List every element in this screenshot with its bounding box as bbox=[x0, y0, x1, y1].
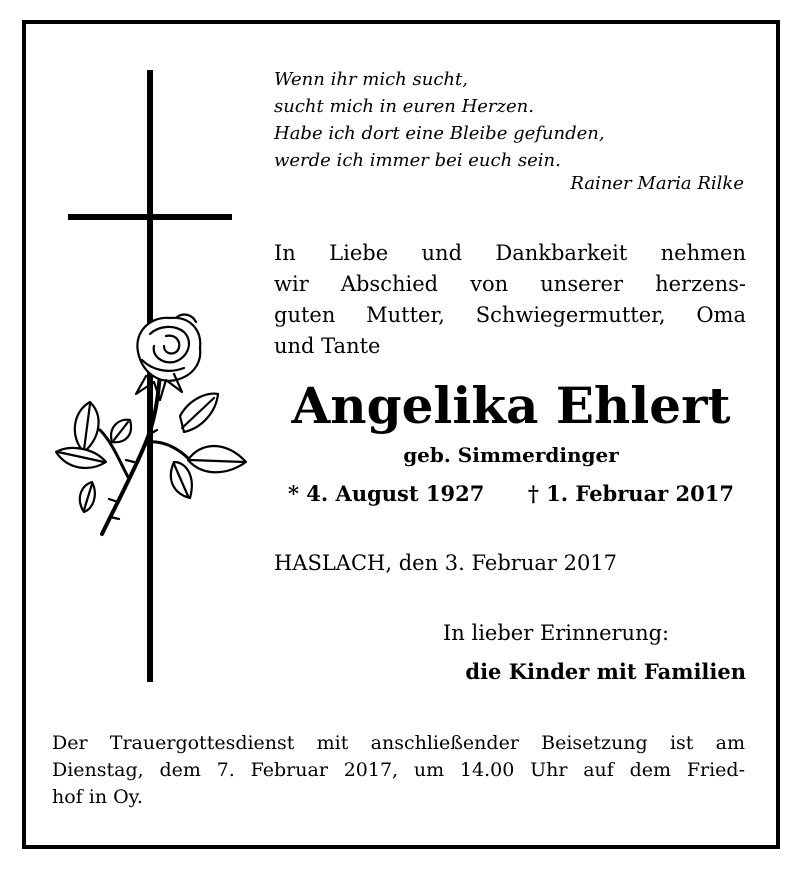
rose-icon bbox=[50, 312, 250, 552]
cross-icon-horizontal bbox=[68, 214, 232, 220]
poem-line: werde ich immer bei euch sein. bbox=[274, 150, 561, 171]
intro-line: guten Mutter, Schwiegermutter, Oma bbox=[274, 303, 746, 327]
poem-line: Wenn ihr mich sucht, bbox=[274, 69, 468, 90]
poem-line: sucht mich in euren Herzen. bbox=[274, 96, 534, 117]
signers: die Kinder mit Familien bbox=[465, 659, 746, 684]
service-line: Dienstag, dem 7. Februar 2017, um 14.00 Uhr auf dem Fried- bbox=[52, 759, 745, 781]
intro-line: wir Abschied von unserer herzens- bbox=[274, 272, 746, 296]
birth-date: * 4. August 1927 bbox=[288, 481, 485, 506]
service-info bbox=[52, 730, 745, 811]
poem bbox=[274, 66, 605, 174]
service-line: Der Trauergottesdienst mit anschließender Beisetzung ist am bbox=[52, 732, 745, 754]
intro-line: In Liebe und Dankbarkeit nehmen bbox=[274, 241, 746, 265]
deceased-name: Angelika Ehlert bbox=[291, 376, 731, 435]
death-date: † 1. Februar 2017 bbox=[527, 481, 734, 506]
closing-greeting: In lieber Erinnerung: bbox=[443, 621, 670, 645]
intro-text bbox=[274, 238, 746, 362]
intro-line: und Tante bbox=[274, 334, 381, 358]
service-line: hof in Oy. bbox=[52, 786, 143, 808]
poem-line: Habe ich dort eine Bleibe gefunden, bbox=[274, 123, 605, 144]
place-and-date: HASLACH, den 3. Februar 2017 bbox=[274, 551, 618, 575]
poem-author: Rainer Maria Rilke bbox=[570, 173, 744, 194]
maiden-name: geb. Simmerdinger bbox=[403, 443, 619, 467]
